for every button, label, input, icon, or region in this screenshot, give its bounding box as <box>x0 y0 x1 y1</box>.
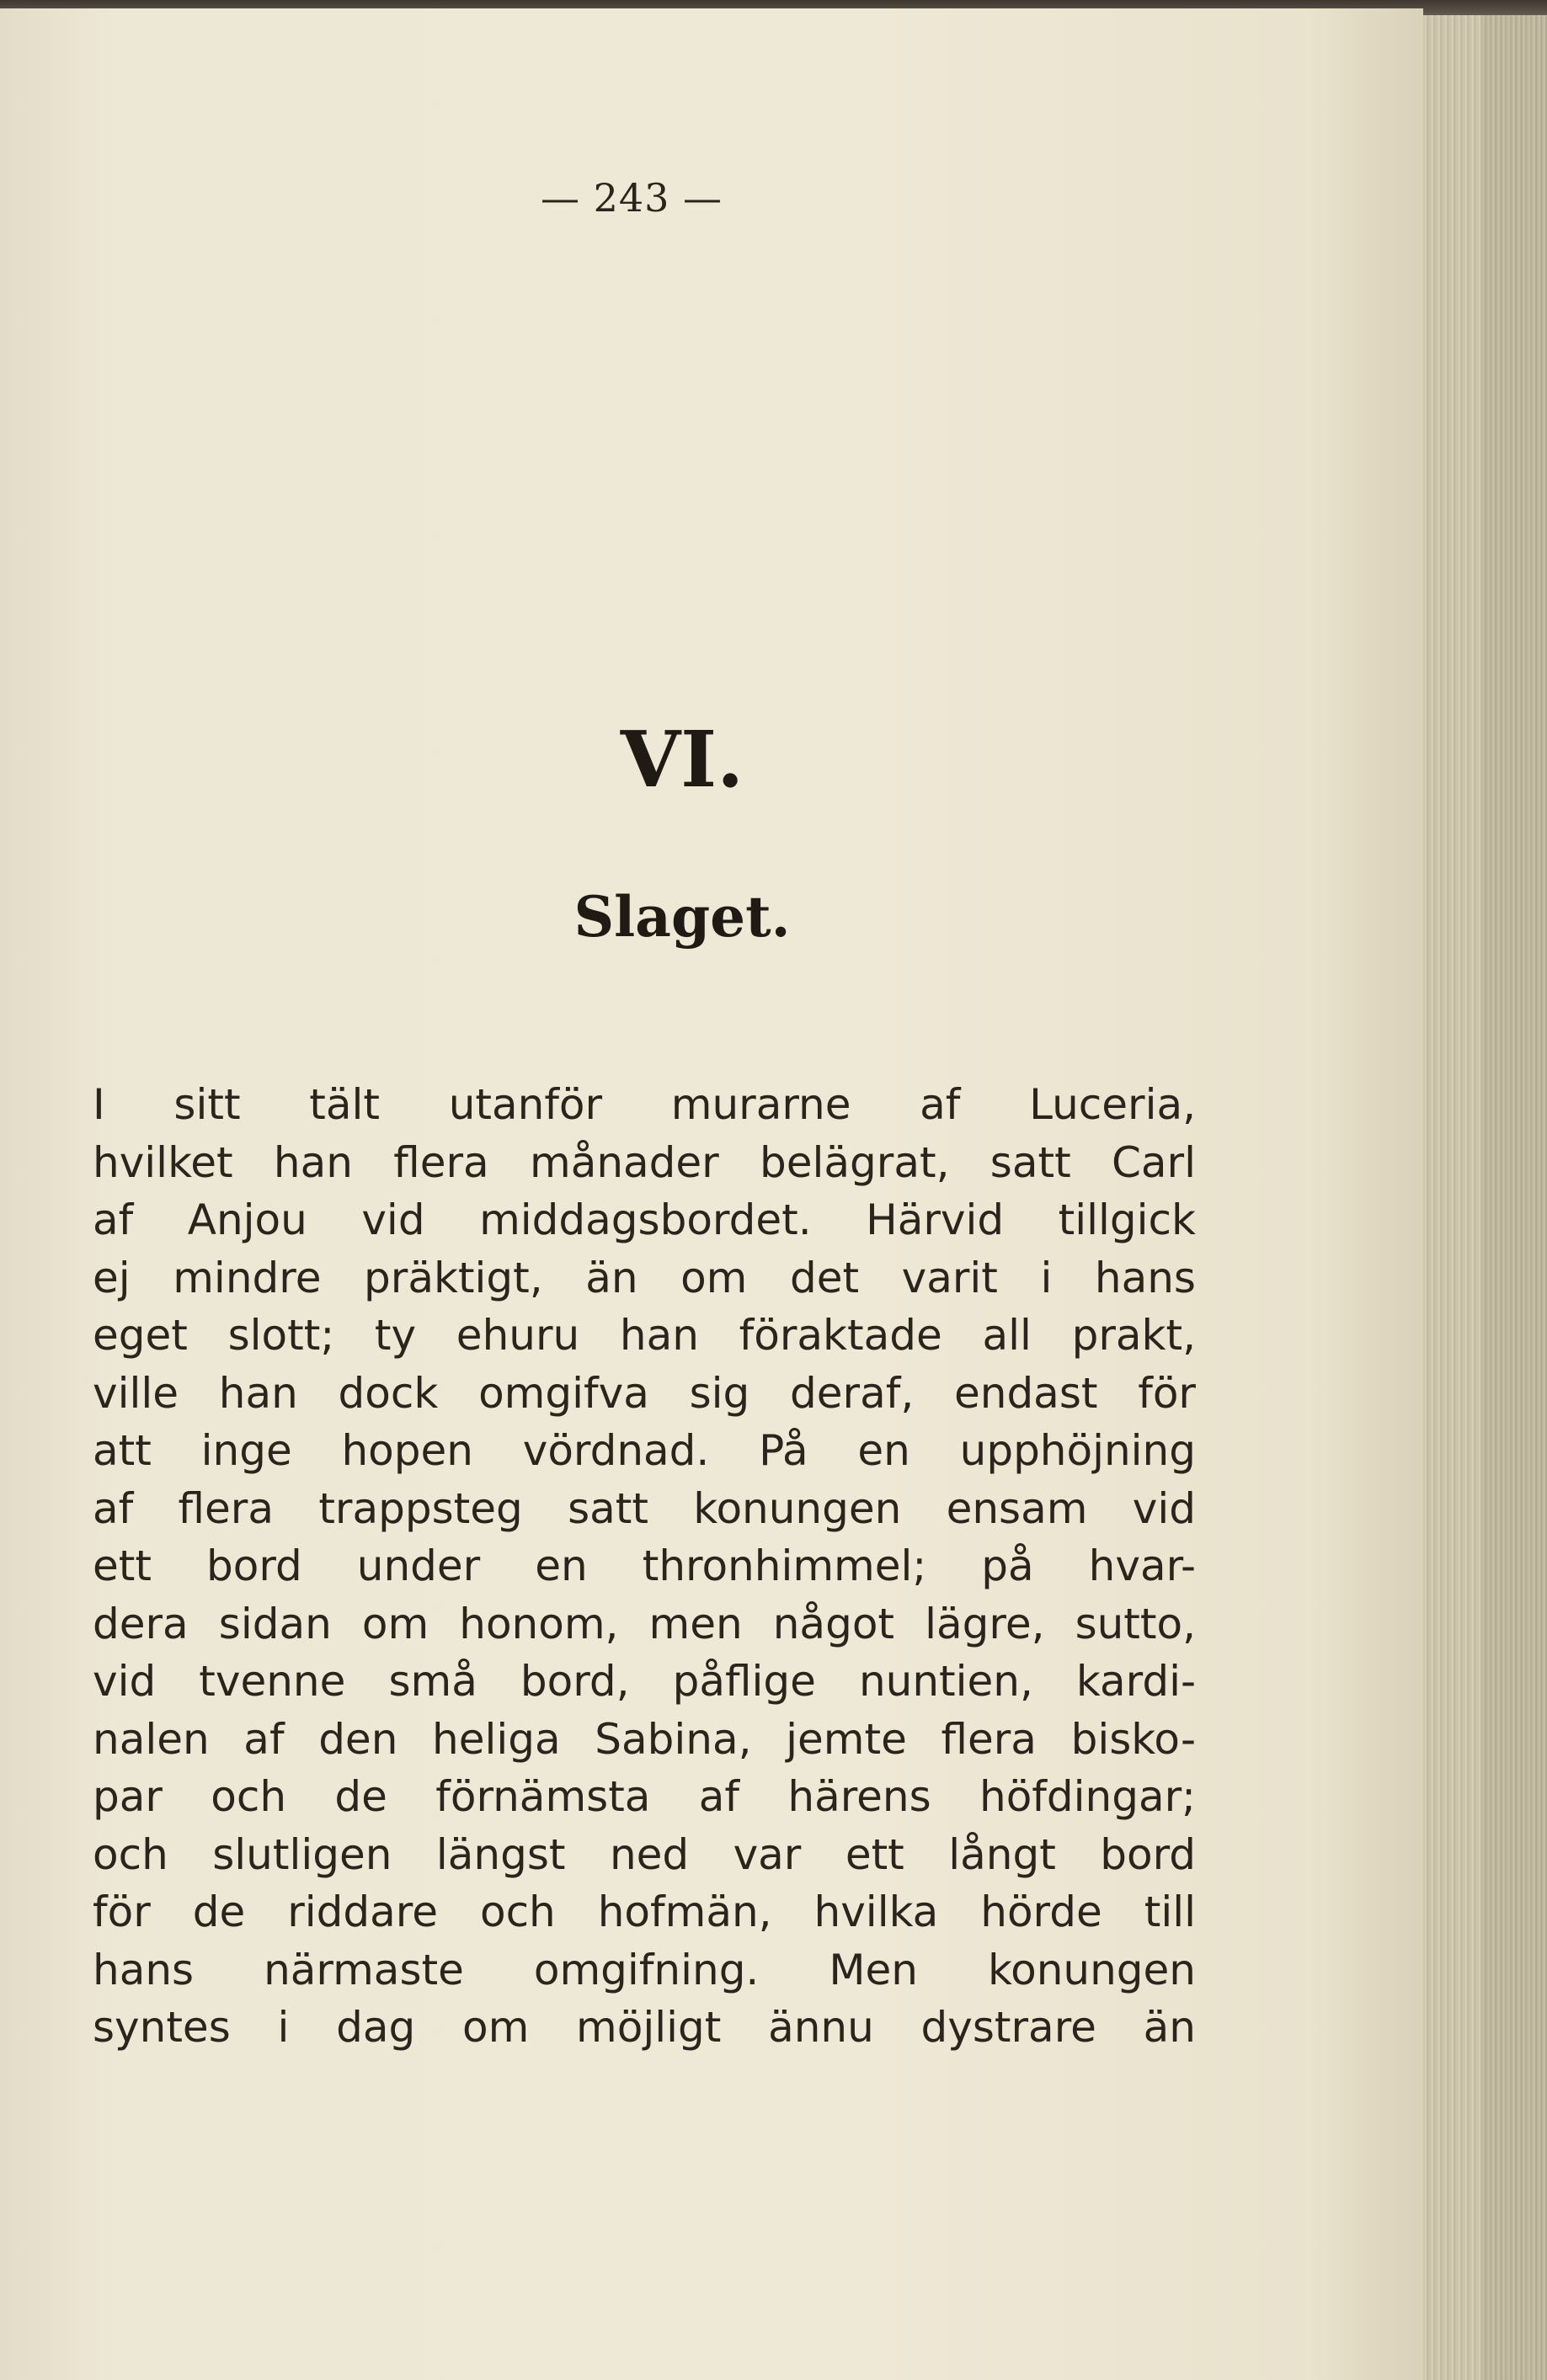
text-line: dera sidan om honom, men något lägre, sutto, <box>93 1599 1196 1648</box>
text-line: nalen af den heliga Sabina, jemte flera bisko- <box>93 1714 1196 1764</box>
text-line: ville han dock omgifva sig deraf, endast för <box>93 1368 1196 1418</box>
text-line: af Anjou vid middagsbordet. Härvid tillgick <box>93 1195 1196 1244</box>
text-line: par och de förnämsta af härens höfdingar; <box>93 1772 1196 1821</box>
text-line: att inge hopen vördnad. På en upphöjning <box>93 1426 1196 1475</box>
page-stack-edge <box>1423 15 1547 2380</box>
chapter-number: VI. <box>620 714 744 805</box>
text-line: hans närmaste omgifning. Men konungen <box>93 1945 1196 1994</box>
text-line: eget slott; ty ehuru han föraktade all prakt, <box>93 1311 1196 1360</box>
text-line: af flera trappsteg satt konungen ensam vid <box>93 1483 1196 1533</box>
text-line: för de riddare och hofmän, hvilka hörde till <box>93 1887 1196 1936</box>
text-line: syntes i dag om möjligt ännu dystrare än <box>93 2003 1196 2052</box>
text-line: och slutligen längst ned var ett långt bord <box>93 1829 1196 1879</box>
text-line: I sitt tält utanför murarne af Luceria, <box>93 1080 1196 1129</box>
text-line: ett bord under en thronhimmel; på hvar- <box>93 1541 1196 1590</box>
text-line: hvilket han flera månader belägrat, satt Carl <box>93 1137 1196 1187</box>
text-line: vid tvenne små bord, påflige nuntien, kardi- <box>93 1657 1196 1706</box>
page-number-header: — 243 — <box>540 175 723 221</box>
text-line: ej mindre präktigt, än om det varit i hans <box>93 1253 1196 1302</box>
chapter-title: Slaget. <box>573 884 791 950</box>
book-page <box>0 8 1423 2380</box>
body-text <box>93 1076 1196 2057</box>
